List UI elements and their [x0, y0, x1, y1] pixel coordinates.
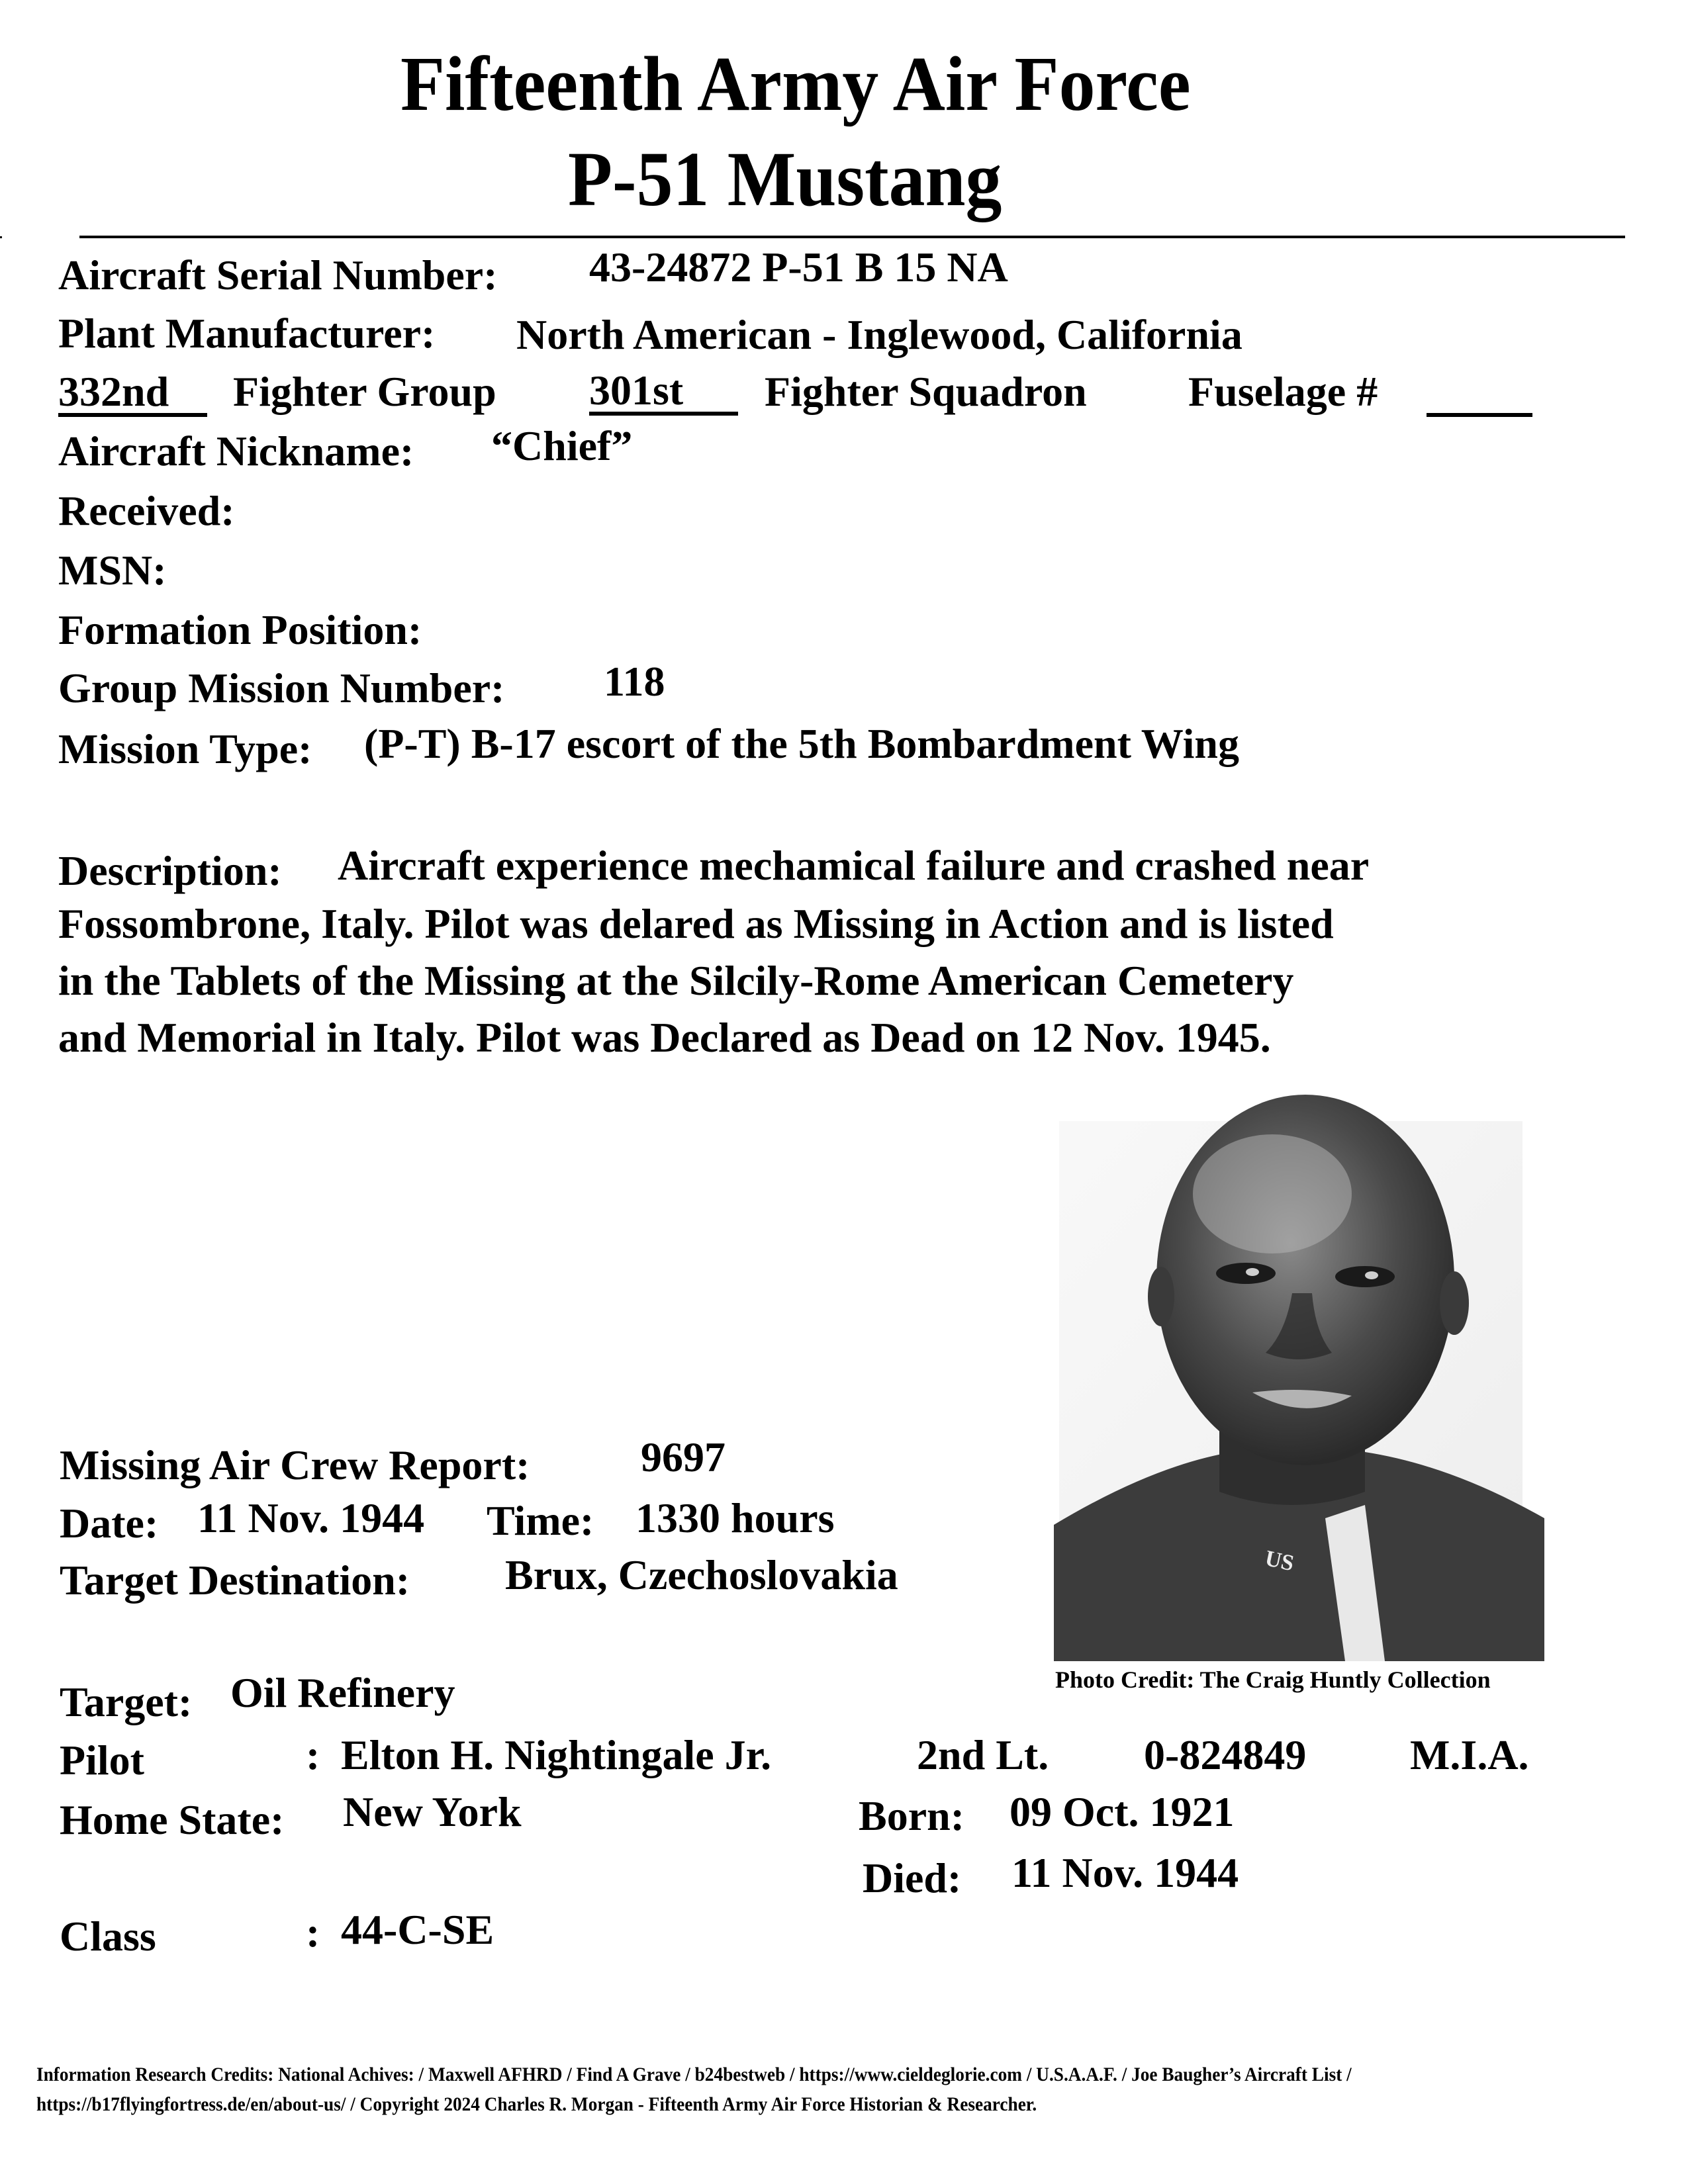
class-colon: :	[306, 1909, 320, 1956]
born-value: 09 Oct. 1921	[1009, 1788, 1235, 1835]
pilot-rank: 2nd Lt.	[917, 1731, 1049, 1778]
mission-type-value: (P-T) B-17 escort of the 5th Bombardment Wing	[364, 720, 1239, 767]
pilot-colon: :	[306, 1731, 320, 1778]
pilot-name: Elton H. Nightingale Jr.	[341, 1731, 772, 1778]
page-title: Fifteenth Army Air Force	[400, 40, 1191, 127]
date-label: Date:	[60, 1500, 159, 1547]
group-number: 332nd	[58, 368, 169, 415]
received-label: Received:	[58, 487, 235, 534]
group-mission-label: Group Mission Number:	[58, 664, 505, 711]
nickname-value: “Chief”	[491, 422, 633, 469]
died-value: 11 Nov. 1944	[1011, 1849, 1239, 1896]
msn-label: MSN:	[58, 547, 167, 594]
serial-label: Aircraft Serial Number:	[58, 251, 498, 298]
pilot-status: M.I.A.	[1410, 1731, 1529, 1778]
target-value: Oil Refinery	[230, 1669, 455, 1716]
home-state-label: Home State:	[60, 1796, 285, 1843]
group-value	[58, 368, 207, 417]
description-line-4: and Memorial in Italy. Pilot was Declared as Dead on 12 Nov. 1945.	[58, 1014, 1271, 1061]
photo-credit: Photo Credit: The Craig Huntly Collection	[1055, 1666, 1491, 1693]
home-state-value: New York	[343, 1788, 522, 1835]
serial-value: 43-24872 P-51 B 15 NA	[589, 244, 1008, 291]
time-value: 1330 hours	[635, 1494, 835, 1541]
plant-label: Plant Manufacturer:	[58, 310, 436, 357]
squadron-value	[589, 369, 738, 416]
nickname-label: Aircraft Nickname:	[58, 428, 414, 475]
died-label: Died:	[863, 1854, 962, 1901]
macr-label: Missing Air Crew Report:	[60, 1441, 530, 1488]
squadron-label: Fighter Squadron	[765, 368, 1087, 415]
target-destination-value: Brux, Czechoslovakia	[505, 1551, 898, 1598]
fuselage-label: Fuselage #	[1188, 368, 1378, 415]
description-line-2: Fossombrone, Italy. Pilot was delared as Missing in Action and is listed	[58, 900, 1334, 947]
squadron-number: 301st	[589, 367, 684, 414]
mission-type-label: Mission Type:	[58, 725, 312, 772]
pilot-service-number: 0-824849	[1144, 1731, 1307, 1778]
macr-value: 9697	[641, 1433, 726, 1480]
group-label: Fighter Group	[233, 368, 496, 415]
header-divider	[79, 236, 1625, 238]
description-label: Description:	[58, 847, 282, 894]
description-line-1: Aircraft experience mechamical failure and crashed near	[338, 842, 1370, 889]
pilot-label: Pilot	[60, 1737, 144, 1784]
target-destination-label: Target Destination:	[60, 1557, 410, 1604]
born-label: Born:	[859, 1792, 964, 1839]
footer-credits-line-1: Information Research Credits: National Achives: / Maxwell AFHRD / Find A Grave / b24bestweb / https://www.cieldeglorie.com / U.S.A.A.F. / Joe Baugher’s Aircraft List /	[36, 2064, 1352, 2085]
portrait-image	[1054, 1095, 1544, 1661]
group-mission-value: 118	[604, 658, 665, 705]
target-label: Target:	[60, 1678, 193, 1725]
description-line-3: in the Tablets of the Missing at the Silcily-Rome American Cemetery	[58, 957, 1294, 1004]
group-blank	[58, 368, 207, 417]
class-value: 44-C-SE	[341, 1906, 494, 1953]
margin-mark	[0, 236, 2, 238]
plant-value: North American - Inglewood, California	[516, 311, 1243, 358]
us-insignia: US	[1262, 1546, 1296, 1576]
time-label: Time:	[487, 1497, 594, 1544]
fuselage-blank	[1427, 413, 1532, 417]
formation-label: Formation Position:	[58, 606, 422, 653]
class-label: Class	[60, 1913, 156, 1960]
date-value: 11 Nov. 1944	[197, 1494, 425, 1541]
pilot-portrait	[1054, 1095, 1544, 1661]
squadron-blank	[589, 369, 738, 416]
page-subtitle: P-51 Mustang	[568, 136, 1002, 222]
footer-credits-line-2: https://b17flyingfortress.de/en/about-us/ / Copyright 2024 Charles R. Morgan - Fifteenth Army Air Force Historian & Researcher.	[36, 2093, 1037, 2115]
